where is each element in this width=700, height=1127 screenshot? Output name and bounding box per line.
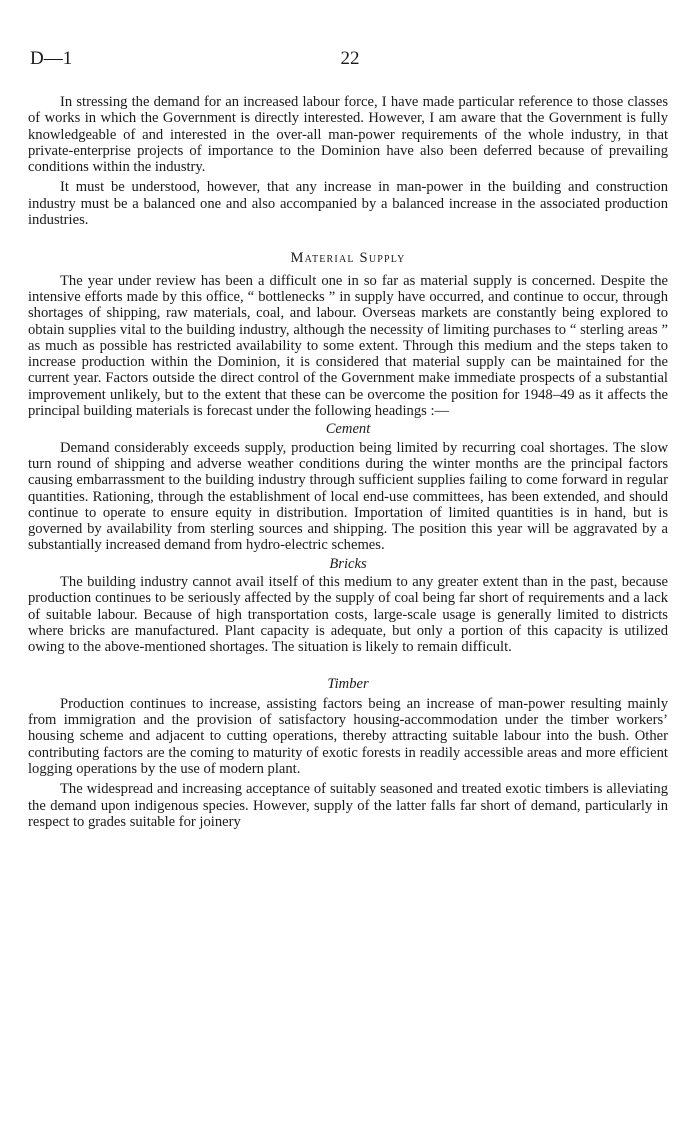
cement-paragraph: Demand considerably exceeds supply, production being limited by recurring coal shortages. The slow turn round of shipping and adverse weather conditions during the winter months are the principal factors causing embarrassment to the building industry through sufficient supplies failing to come forward in regular quantities. Rationing, through the establishment of local end-use committees, has been extended, and should continue to operate to ensure equity in distribution. Importation of limited quantities is in hand, but is governed by availability from sterling sources and shipping. The position this year will be aggravated by a substantially increased demand from hydro-electric schemes. [28, 439, 668, 554]
timber-paragraph-2: The widespread and increasing acceptance of suitably seasoned and treated exotic timbers is alleviating the demand upon indigenous species. However, supply of the latter falls far short of demand, particularly in respect to grades suitable for joinery [28, 781, 668, 830]
section-heading-material-supply: Material Supply [290, 250, 406, 267]
material-supply-paragraph: The year under review has been a difficult one in so far as material supply is concerned. Despite the intensive efforts made by this office, “ bottlenecks ” in supply have occurred, and continue to occur, through shortages of shipping, raw materials, coal, and labour. Overseas markets are constantly being explored to obtain supplies vital to the building industry, although the necessity of limiting purchases to “ sterling areas ” as much as possible has restricted availability to some extent. Through this medium and the steps taken to increase production within the Dominion, it is considered that material supply can be maintained for the current year. Factors outside the direct control of the Government make immediate prospects of a substantial improvement unlikely, but to the extent that these can be overcome the position for 1948–49 as it affects the principal building materials is forecast under the following headings :— [28, 272, 668, 420]
intro-paragraph-1: In stressing the demand for an increased labour force, I have made particular reference to those classes of works in which the Government is directly interested. However, I am aware that the Government is fully knowledgeable of and interested in the over-all man-power requirements of the whole industry, in that private-enterprise projects of importance to the Dominion have also been deferred because of prevailing conditions within the industry. [28, 94, 668, 176]
page-number: 22 [340, 48, 360, 69]
intro-paragraph-2: It must be understood, however, that any increase in man-power in the building and construction industry must be a balanced one and also accompanied by a balanced increase in the associated production industries. [28, 179, 668, 229]
subheading-bricks: Bricks [329, 555, 367, 572]
timber-paragraph-1: Production continues to increase, assisting factors being an increase of man-power resulting mainly from immigration and the provision of satisfactory housing-accommodation under the timber workers’ housing scheme and adjacent to cutting operations, thereby attracting suitable labour into the bush. Other contributing factors are the coming to maturity of exotic forests in readily accessible areas and more efficient logging operations by the use of modern plant. [28, 695, 668, 777]
page-body [28, 94, 668, 830]
page-header [30, 48, 670, 72]
subheading-timber: Timber [327, 675, 369, 692]
document-reference: D—1 [30, 48, 73, 69]
subheading-cement: Cement [325, 421, 371, 438]
bricks-paragraph: The building industry cannot avail itself of this medium to any greater extent than in the past, because production continues to be seriously affected by the supply of coal being far short of requirements and a lack of suitable labour. Because of high transportation costs, large-scale usage is generally limited to districts where bricks are manufactured. Plant capacity is adequate, but only a portion of this capacity is utilized owing to the above-mentioned shortages. The situation is likely to remain difficult. [28, 574, 668, 656]
